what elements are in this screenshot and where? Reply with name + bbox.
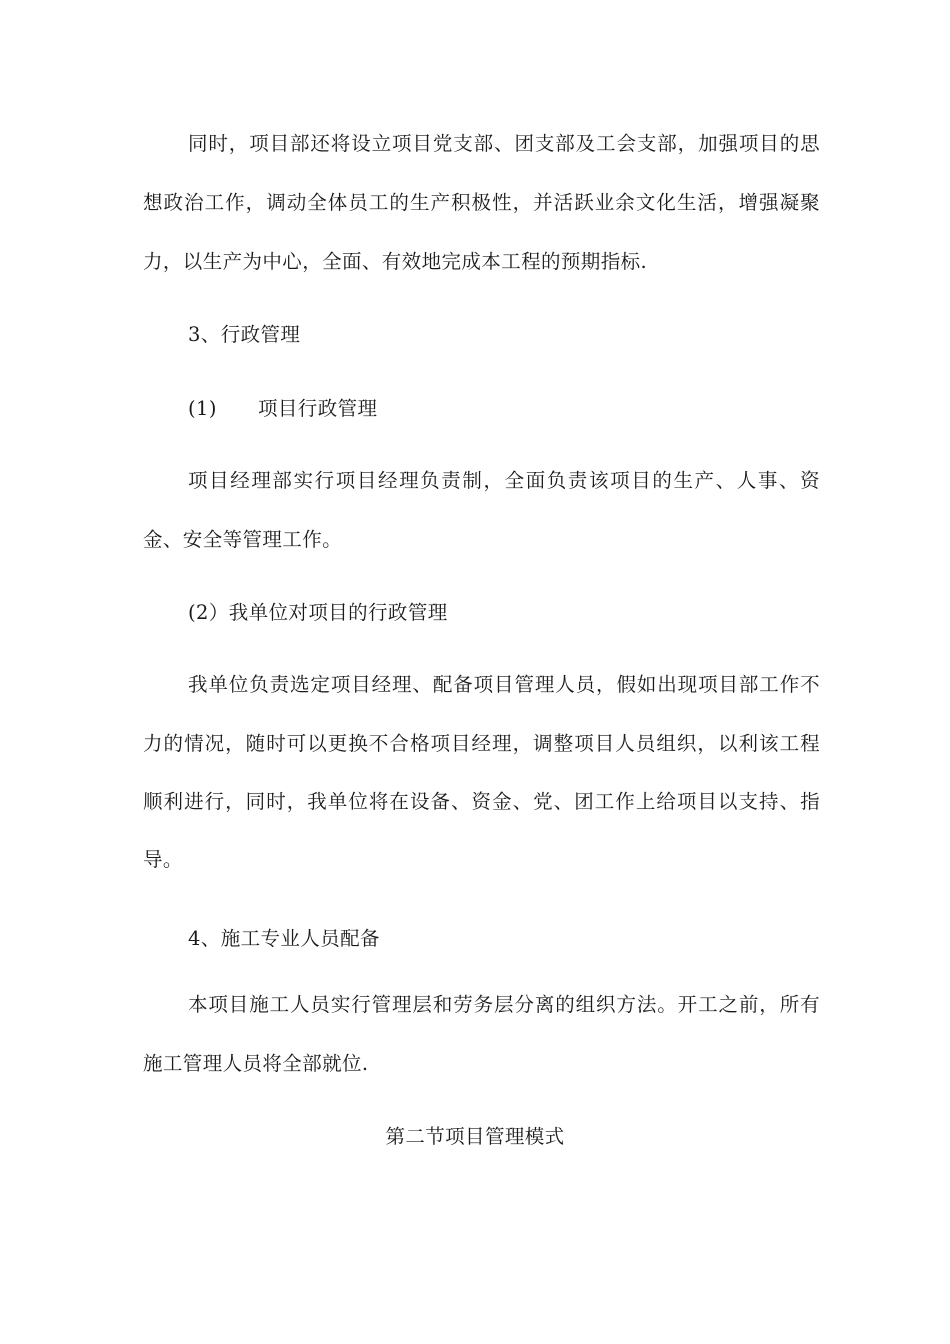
paragraph-1-line-3: 力，以生产为中心，全面、有效地完成本工程的预期指标. (143, 250, 648, 273)
paragraph-3-line-2: 力的情况，随时可以更换不合格项目经理，调整项目人员组织，以利该工程 (143, 732, 820, 755)
heading-administration: 3、行政管理 (188, 323, 301, 346)
heading-staffing: 4、施工专业人员配备 (188, 927, 380, 950)
subheading-1-title: 项目行政管理 (258, 397, 378, 420)
paragraph-3-line-4: 导。 (143, 848, 183, 871)
paragraph-3-line-1: 我单位负责选定项目经理、配备项目管理人员，假如出现项目部工作不 (188, 673, 820, 696)
paragraph-2-line-2: 金、安全等管理工作。 (143, 528, 343, 551)
paragraph-4-line-2: 施工管理人员将全部就位. (143, 1052, 369, 1075)
subheading-1-number: (1) (188, 397, 217, 420)
section-title: 第二节项目管理模式 (385, 1125, 565, 1148)
subheading-2: (2）我单位对项目的行政管理 (188, 601, 448, 624)
paragraph-1-line-2: 想政治工作，调动全体员工的生产积极性，并活跃业余文化生活，增强凝聚 (143, 191, 820, 214)
paragraph-3-line-3: 顺利进行，同时，我单位将在设备、资金、党、团工作上给项目以支持、指 (143, 790, 820, 813)
paragraph-2-line-1: 项目经理部实行项目经理负责制，全面负责该项目的生产、人事、资 (188, 469, 820, 492)
paragraph-1-line-1: 同时，项目部还将设立项目党支部、团支部及工会支部，加强项目的思 (188, 132, 820, 155)
paragraph-4-line-1: 本项目施工人员实行管理层和劳务层分离的组织方法。开工之前，所有 (188, 993, 820, 1016)
